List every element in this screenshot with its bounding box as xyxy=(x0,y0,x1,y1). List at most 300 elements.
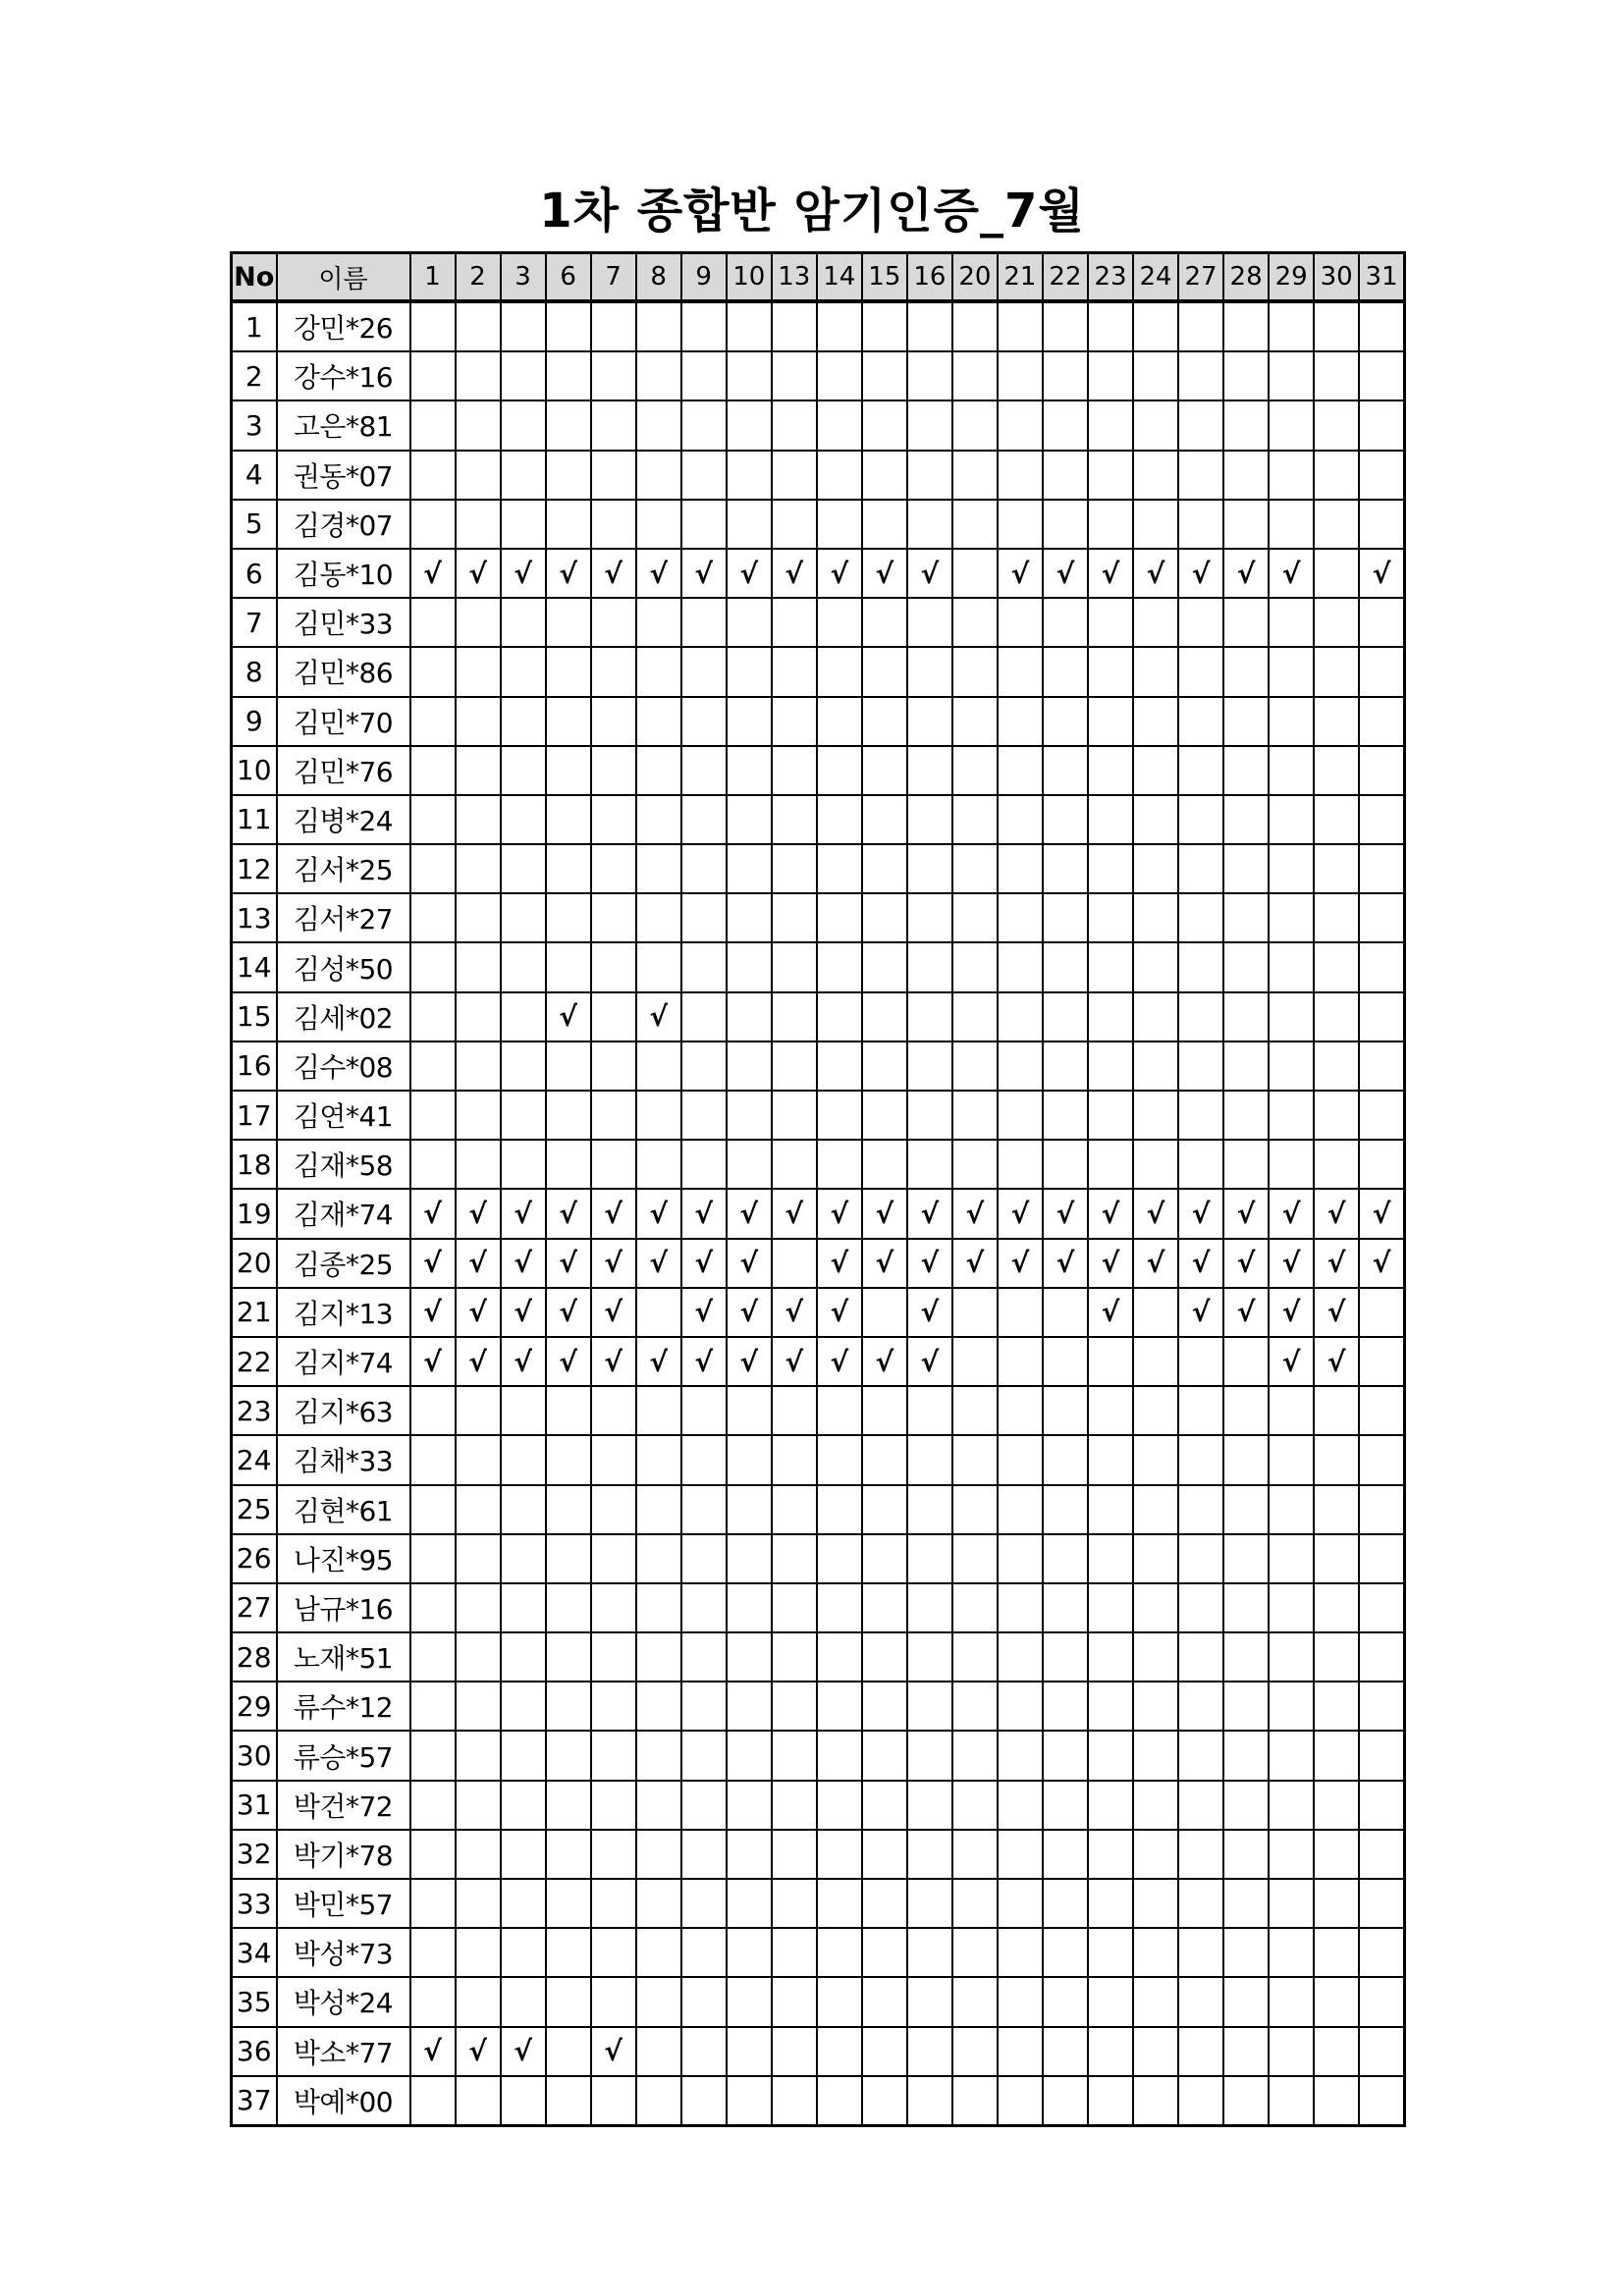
check-cell xyxy=(952,1781,998,1830)
check-cell xyxy=(1043,1830,1088,1879)
check-cell xyxy=(501,746,546,795)
check-cell xyxy=(1314,2076,1359,2126)
table-row xyxy=(232,1583,1405,1632)
check-cell: √ xyxy=(681,1239,727,1288)
check-cell xyxy=(456,844,501,893)
check-cell xyxy=(456,1879,501,1928)
check-cell xyxy=(501,1091,546,1140)
check-cell xyxy=(1223,992,1269,1041)
check-cell xyxy=(546,1435,591,1484)
check-cell xyxy=(907,1830,952,1879)
check-cell xyxy=(1314,1435,1359,1484)
check-cell xyxy=(727,500,772,549)
row-number: 6 xyxy=(232,549,277,598)
check-cell xyxy=(410,1781,456,1830)
check-cell xyxy=(1043,1879,1088,1928)
check-cell xyxy=(727,844,772,893)
check-cell xyxy=(1269,1928,1314,1977)
student-name: 김민*33 xyxy=(277,598,410,647)
check-cell xyxy=(1223,1928,1269,1977)
check-cell xyxy=(727,1977,772,2026)
check-cell xyxy=(907,1386,952,1435)
check-cell: √ xyxy=(501,1239,546,1288)
check-cell xyxy=(1178,1091,1223,1140)
check-cell xyxy=(1359,1830,1404,1879)
check-cell xyxy=(1223,1386,1269,1435)
check-cell xyxy=(1359,1337,1404,1386)
check-cell xyxy=(1178,1879,1223,1928)
check-cell xyxy=(952,2027,998,2076)
check-cell xyxy=(952,795,998,844)
check-cell xyxy=(907,2076,952,2126)
check-cell: √ xyxy=(862,1337,907,1386)
check-cell xyxy=(1133,893,1178,942)
check-cell xyxy=(907,1977,952,2026)
check-cell xyxy=(952,1337,998,1386)
student-name: 박민*57 xyxy=(277,1879,410,1928)
check-cell xyxy=(546,1928,591,1977)
check-cell: √ xyxy=(952,1189,998,1238)
check-cell xyxy=(1133,1682,1178,1731)
check-cell xyxy=(1043,647,1088,696)
check-cell xyxy=(1269,746,1314,795)
table-row xyxy=(232,893,1405,942)
check-cell xyxy=(410,500,456,549)
check-cell xyxy=(546,1879,591,1928)
check-cell xyxy=(591,1534,636,1583)
check-cell xyxy=(772,1682,817,1731)
check-cell: √ xyxy=(1314,1288,1359,1337)
check-cell xyxy=(907,992,952,1041)
check-cell xyxy=(636,1041,681,1091)
check-cell: √ xyxy=(410,1189,456,1238)
check-cell: √ xyxy=(1269,1189,1314,1238)
check-cell xyxy=(546,351,591,400)
check-cell xyxy=(1133,1731,1178,1780)
row-number: 33 xyxy=(232,1879,277,1928)
check-cell xyxy=(1359,451,1404,500)
row-number: 7 xyxy=(232,598,277,647)
check-cell xyxy=(1223,1485,1269,1534)
check-cell xyxy=(1178,1781,1223,1830)
check-cell xyxy=(1314,1534,1359,1583)
check-cell xyxy=(546,1682,591,1731)
check-cell xyxy=(501,1977,546,2026)
check-cell xyxy=(727,2027,772,2076)
check-cell xyxy=(907,1682,952,1731)
table-row xyxy=(232,1337,1405,1386)
table-row xyxy=(232,2027,1405,2076)
check-cell xyxy=(681,795,727,844)
check-cell xyxy=(1133,1091,1178,1140)
check-cell xyxy=(501,1928,546,1977)
check-cell xyxy=(862,598,907,647)
check-cell xyxy=(862,351,907,400)
check-cell xyxy=(1133,1288,1178,1337)
check-cell xyxy=(591,1928,636,1977)
check-cell xyxy=(862,1977,907,2026)
check-cell xyxy=(727,351,772,400)
header-day: 27 xyxy=(1178,253,1223,302)
check-cell xyxy=(907,844,952,893)
check-cell xyxy=(1178,1682,1223,1731)
check-cell xyxy=(636,1781,681,1830)
check-cell xyxy=(1178,2076,1223,2126)
check-cell xyxy=(591,1485,636,1534)
check-cell xyxy=(862,1041,907,1091)
check-cell xyxy=(1088,893,1133,942)
check-cell xyxy=(546,400,591,450)
table-row xyxy=(232,1140,1405,1189)
check-cell xyxy=(1223,1041,1269,1091)
table-row xyxy=(232,1041,1405,1091)
header-name: 이름 xyxy=(277,253,410,302)
check-cell xyxy=(1088,1337,1133,1386)
check-cell xyxy=(546,500,591,549)
check-cell xyxy=(862,992,907,1041)
check-cell xyxy=(681,1583,727,1632)
header-day: 13 xyxy=(772,253,817,302)
check-cell xyxy=(817,697,862,746)
check-cell xyxy=(952,1140,998,1189)
check-cell xyxy=(1223,2027,1269,2076)
check-cell xyxy=(546,942,591,991)
check-cell xyxy=(501,1731,546,1780)
check-cell xyxy=(727,942,772,991)
check-cell xyxy=(1043,1928,1088,1977)
check-cell xyxy=(410,1928,456,1977)
check-cell xyxy=(501,1632,546,1682)
check-cell xyxy=(456,746,501,795)
check-cell xyxy=(817,1534,862,1583)
check-cell xyxy=(501,647,546,696)
table-row xyxy=(232,1386,1405,1435)
check-cell xyxy=(1178,351,1223,400)
check-cell xyxy=(456,301,501,351)
check-cell xyxy=(1043,1386,1088,1435)
check-cell xyxy=(1269,301,1314,351)
check-cell xyxy=(1088,1140,1133,1189)
check-cell xyxy=(998,301,1043,351)
check-cell xyxy=(501,942,546,991)
check-cell xyxy=(727,1583,772,1632)
check-cell xyxy=(1359,1632,1404,1682)
check-cell xyxy=(907,351,952,400)
header-day: 15 xyxy=(862,253,907,302)
check-cell xyxy=(727,1041,772,1091)
check-cell xyxy=(1043,942,1088,991)
check-cell xyxy=(456,598,501,647)
check-cell xyxy=(1178,400,1223,450)
table-row xyxy=(232,795,1405,844)
check-cell xyxy=(1223,400,1269,450)
header-day: 14 xyxy=(817,253,862,302)
check-cell xyxy=(1133,992,1178,1041)
check-cell xyxy=(862,697,907,746)
check-cell xyxy=(1088,1977,1133,2026)
check-cell: √ xyxy=(636,1337,681,1386)
check-cell xyxy=(636,1830,681,1879)
check-cell xyxy=(1133,1632,1178,1682)
check-cell: √ xyxy=(456,2027,501,2076)
check-cell xyxy=(1359,746,1404,795)
check-cell xyxy=(1043,844,1088,893)
check-cell xyxy=(1043,1534,1088,1583)
check-cell xyxy=(681,451,727,500)
check-cell xyxy=(681,1879,727,1928)
check-cell xyxy=(591,697,636,746)
header-day: 24 xyxy=(1133,253,1178,302)
check-cell xyxy=(456,795,501,844)
check-cell xyxy=(501,893,546,942)
check-cell: √ xyxy=(998,549,1043,598)
check-cell xyxy=(862,1386,907,1435)
check-cell: √ xyxy=(546,549,591,598)
check-cell xyxy=(1359,1534,1404,1583)
check-cell xyxy=(1088,1682,1133,1731)
check-cell xyxy=(681,1928,727,1977)
student-name: 김경*07 xyxy=(277,500,410,549)
check-cell xyxy=(1269,500,1314,549)
check-cell: √ xyxy=(817,1189,862,1238)
check-cell xyxy=(591,1830,636,1879)
check-cell xyxy=(1088,1485,1133,1534)
check-cell xyxy=(1178,1928,1223,1977)
check-cell: √ xyxy=(636,549,681,598)
check-cell xyxy=(772,1830,817,1879)
check-cell xyxy=(727,451,772,500)
check-cell xyxy=(772,1534,817,1583)
check-cell xyxy=(636,893,681,942)
check-cell: √ xyxy=(727,1189,772,1238)
check-cell xyxy=(952,1041,998,1091)
check-cell xyxy=(772,1239,817,1288)
check-cell xyxy=(772,1583,817,1632)
check-cell xyxy=(456,942,501,991)
check-cell xyxy=(772,1977,817,2026)
check-cell xyxy=(1133,2076,1178,2126)
row-number: 8 xyxy=(232,647,277,696)
header-day: 8 xyxy=(636,253,681,302)
check-cell xyxy=(410,1830,456,1879)
check-cell xyxy=(1043,1435,1088,1484)
table-row xyxy=(232,1977,1405,2026)
check-cell xyxy=(591,893,636,942)
check-cell xyxy=(591,1879,636,1928)
check-cell xyxy=(817,1041,862,1091)
check-cell xyxy=(1178,500,1223,549)
check-cell xyxy=(1133,1534,1178,1583)
check-cell xyxy=(410,746,456,795)
check-cell xyxy=(410,1583,456,1632)
check-cell xyxy=(1133,451,1178,500)
check-cell xyxy=(636,1288,681,1337)
check-cell xyxy=(410,1977,456,2026)
check-cell xyxy=(1178,451,1223,500)
check-cell xyxy=(1178,795,1223,844)
check-cell xyxy=(1178,1337,1223,1386)
check-cell xyxy=(862,2027,907,2076)
check-cell xyxy=(591,500,636,549)
table-row xyxy=(232,1189,1405,1238)
student-name: 박소*77 xyxy=(277,2027,410,2076)
table-row xyxy=(232,301,1405,351)
check-cell xyxy=(1088,598,1133,647)
check-cell xyxy=(1223,1781,1269,1830)
check-cell xyxy=(681,1386,727,1435)
check-cell xyxy=(501,1485,546,1534)
check-cell xyxy=(681,2027,727,2076)
check-cell xyxy=(501,992,546,1041)
check-cell xyxy=(1269,1682,1314,1731)
check-cell xyxy=(456,1977,501,2026)
check-cell: √ xyxy=(1314,1189,1359,1238)
check-cell xyxy=(998,697,1043,746)
check-cell xyxy=(1178,301,1223,351)
check-cell xyxy=(681,1041,727,1091)
check-cell xyxy=(727,1435,772,1484)
check-cell: √ xyxy=(501,1337,546,1386)
check-cell xyxy=(817,598,862,647)
check-cell xyxy=(952,351,998,400)
header-day: 6 xyxy=(546,253,591,302)
check-cell xyxy=(1359,844,1404,893)
check-cell xyxy=(1178,844,1223,893)
check-cell xyxy=(636,844,681,893)
check-cell xyxy=(1043,301,1088,351)
check-cell xyxy=(772,598,817,647)
check-cell: √ xyxy=(546,992,591,1041)
check-cell xyxy=(817,1781,862,1830)
check-cell xyxy=(591,400,636,450)
check-cell xyxy=(636,2027,681,2076)
check-cell xyxy=(952,1632,998,1682)
check-cell xyxy=(410,598,456,647)
check-cell xyxy=(1088,942,1133,991)
table-row xyxy=(232,992,1405,1041)
check-cell xyxy=(772,451,817,500)
check-cell xyxy=(817,1977,862,2026)
check-cell xyxy=(636,1534,681,1583)
check-cell xyxy=(636,746,681,795)
check-cell xyxy=(681,1140,727,1189)
check-cell xyxy=(546,1140,591,1189)
check-cell xyxy=(1133,2027,1178,2076)
check-cell xyxy=(456,400,501,450)
row-number: 12 xyxy=(232,844,277,893)
check-cell xyxy=(1223,893,1269,942)
student-name: 김세*02 xyxy=(277,992,410,1041)
check-cell xyxy=(1269,351,1314,400)
check-cell xyxy=(1043,1731,1088,1780)
check-cell xyxy=(1269,2027,1314,2076)
check-cell xyxy=(862,746,907,795)
row-number: 3 xyxy=(232,400,277,450)
check-cell xyxy=(1223,795,1269,844)
check-cell xyxy=(1359,1731,1404,1780)
check-cell xyxy=(817,1140,862,1189)
check-cell: √ xyxy=(410,1288,456,1337)
check-cell xyxy=(727,647,772,696)
check-cell xyxy=(862,1731,907,1780)
student-name: 김연*41 xyxy=(277,1091,410,1140)
check-cell xyxy=(998,1386,1043,1435)
check-cell xyxy=(772,1928,817,1977)
check-cell xyxy=(998,1140,1043,1189)
check-cell xyxy=(410,1534,456,1583)
check-cell xyxy=(1088,1781,1133,1830)
check-cell xyxy=(1359,1386,1404,1435)
check-cell xyxy=(862,2076,907,2126)
check-cell: √ xyxy=(681,549,727,598)
table-row xyxy=(232,1485,1405,1534)
check-cell xyxy=(681,598,727,647)
check-cell xyxy=(1088,1091,1133,1140)
check-cell xyxy=(1359,2027,1404,2076)
check-cell xyxy=(772,893,817,942)
check-cell: √ xyxy=(772,1337,817,1386)
check-cell xyxy=(998,1041,1043,1091)
check-cell xyxy=(952,1830,998,1879)
check-cell xyxy=(727,598,772,647)
check-cell xyxy=(1269,1485,1314,1534)
check-cell xyxy=(1133,1386,1178,1435)
check-cell xyxy=(998,1091,1043,1140)
check-cell xyxy=(501,301,546,351)
student-name: 김성*50 xyxy=(277,942,410,991)
check-cell: √ xyxy=(907,1239,952,1288)
check-cell xyxy=(1314,1928,1359,1977)
check-cell: √ xyxy=(727,1239,772,1288)
check-cell xyxy=(681,1485,727,1534)
check-cell: √ xyxy=(1133,549,1178,598)
check-cell xyxy=(1133,942,1178,991)
student-name: 김현*61 xyxy=(277,1485,410,1534)
student-name: 권동*07 xyxy=(277,451,410,500)
check-cell xyxy=(1269,647,1314,696)
check-cell xyxy=(681,844,727,893)
check-cell xyxy=(410,1386,456,1435)
check-cell xyxy=(1178,1731,1223,1780)
check-cell xyxy=(1088,1632,1133,1682)
check-cell xyxy=(1223,1977,1269,2026)
check-cell xyxy=(546,1534,591,1583)
check-cell xyxy=(727,301,772,351)
check-cell xyxy=(410,844,456,893)
check-cell xyxy=(1223,598,1269,647)
check-cell xyxy=(1269,1091,1314,1140)
check-cell xyxy=(998,1977,1043,2026)
check-cell xyxy=(772,746,817,795)
check-cell: √ xyxy=(681,1288,727,1337)
check-cell: √ xyxy=(1088,549,1133,598)
check-cell xyxy=(1269,1534,1314,1583)
check-cell xyxy=(1223,351,1269,400)
check-cell xyxy=(1223,500,1269,549)
check-cell xyxy=(591,844,636,893)
check-cell xyxy=(907,1435,952,1484)
check-cell xyxy=(1359,1140,1404,1189)
student-name: 김지*13 xyxy=(277,1288,410,1337)
check-cell xyxy=(1223,1091,1269,1140)
check-cell xyxy=(1133,351,1178,400)
check-cell xyxy=(1314,549,1359,598)
check-cell xyxy=(817,992,862,1041)
check-cell xyxy=(681,1632,727,1682)
check-cell xyxy=(727,746,772,795)
check-cell: √ xyxy=(501,1189,546,1238)
check-cell xyxy=(1269,1781,1314,1830)
